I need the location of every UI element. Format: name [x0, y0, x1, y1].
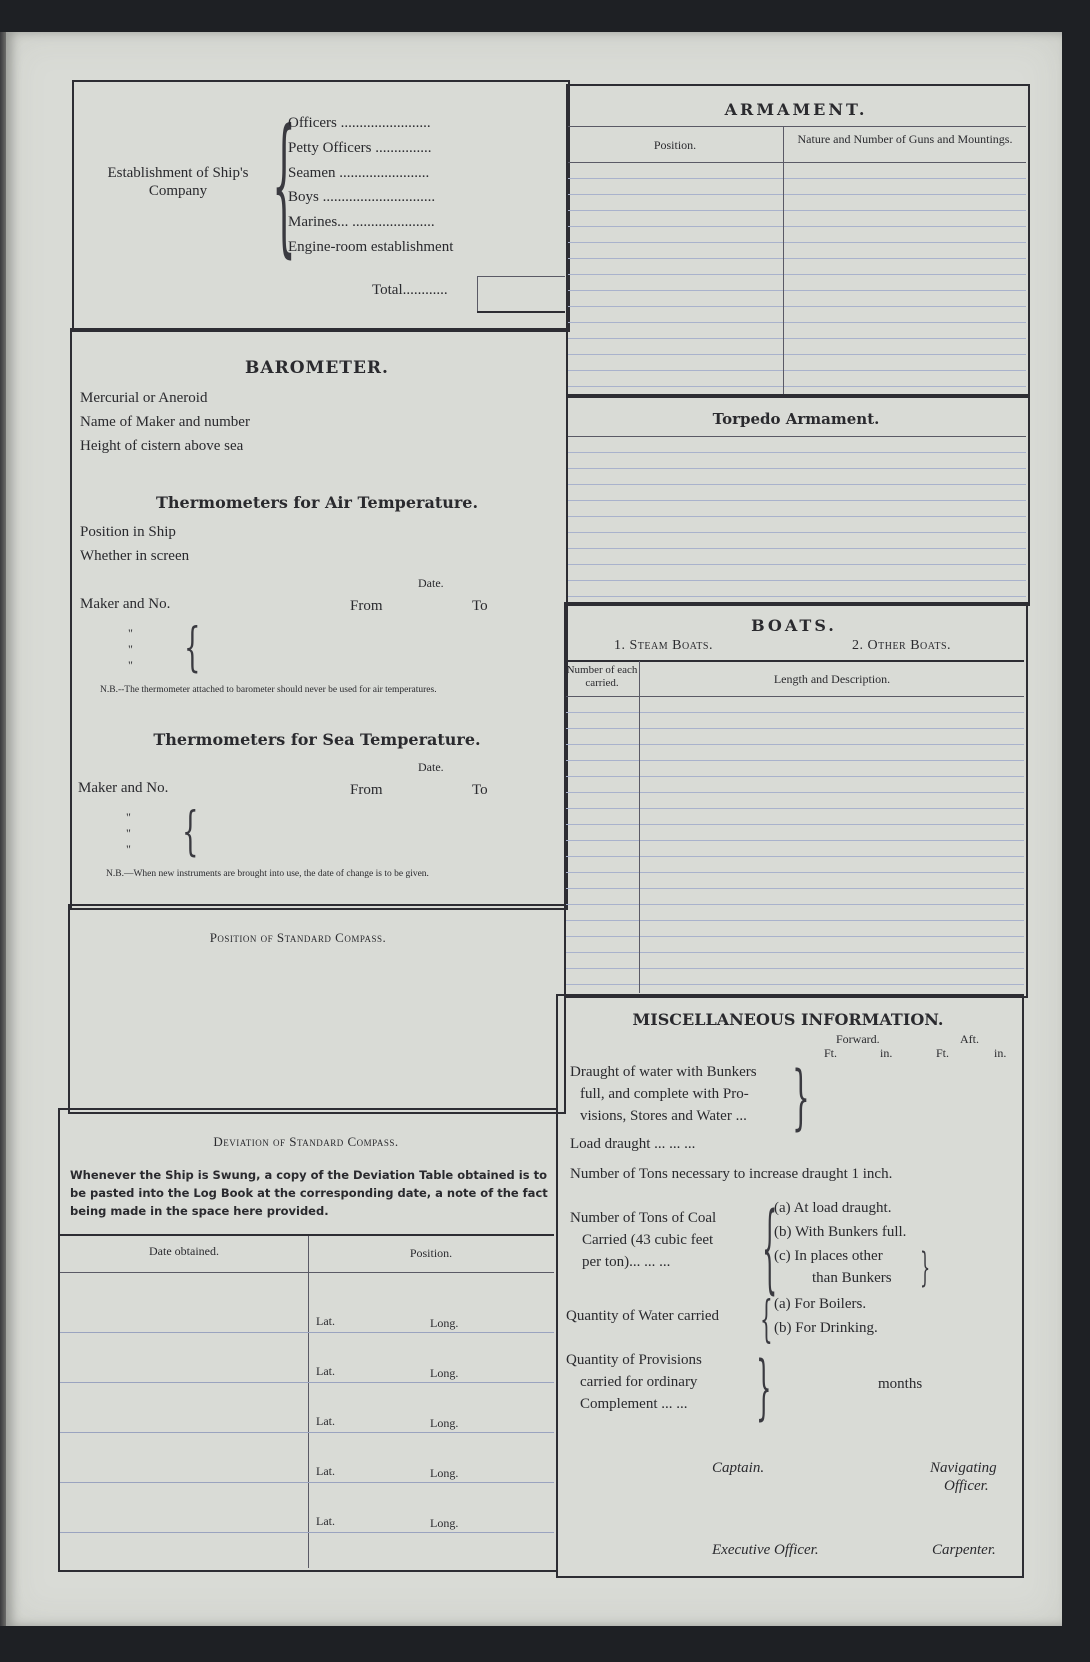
boats-column-divider [639, 661, 640, 993]
air-screen-label: Whether in screen [80, 548, 190, 564]
air-ditto-1: " [128, 626, 133, 640]
engine-room-label: Engine-room establishment [288, 239, 454, 255]
navigating-officer-label-2: Officer. [944, 1478, 989, 1494]
deviation-header-rule [60, 1272, 554, 1273]
deviation-long-label: Long. [430, 1416, 459, 1430]
coal-c-brace: } [920, 1245, 931, 1291]
deviation-title: Deviation of Standard Compass. [213, 1134, 399, 1149]
boats-header-top [566, 660, 1024, 662]
deviation-lat-label: Lat. [316, 1364, 335, 1378]
coal-line-2: Carried (43 cubic feet [582, 1232, 714, 1248]
deviation-long-label: Long. [430, 1316, 459, 1330]
air-ditto-3: " [128, 658, 133, 672]
misc-forward-in: in. [880, 1046, 893, 1060]
establishment-brace: { [272, 98, 296, 272]
captain-signature-label: Captain. [712, 1460, 765, 1476]
misc-title: MISCELLANEOUS INFORMATION. [632, 1010, 944, 1029]
deviation-row-rule [60, 1382, 554, 1383]
armament-ruled-area [568, 163, 1026, 393]
armament-header-top [568, 126, 1026, 127]
boys-label: Boys .............................. [288, 189, 436, 205]
barometer-line-mercurial: Mercurial or Aneroid [80, 390, 208, 406]
deviation-col-date: Date obtained. [149, 1244, 219, 1258]
petty-officers-label: Petty Officers ............... [288, 140, 432, 156]
air-position-label: Position in Ship [80, 524, 176, 540]
sea-maker-label: Maker and No. [78, 780, 169, 796]
coal-option-c1: (c) In places other [774, 1248, 883, 1264]
boats-ruled-area [566, 697, 1024, 993]
air-thermometers-title: Thermometers for Air Temperature. [155, 493, 479, 512]
boats-col-description: Length and Description. [773, 672, 891, 686]
deviation-lat-label: Lat. [316, 1464, 335, 1478]
tons-per-inch-label: Number of Tons necessary to increase draught 1 inch. [570, 1166, 893, 1182]
water-brace: { [760, 1290, 773, 1348]
deviation-long-label: Long. [430, 1366, 459, 1380]
total-top-rule [477, 276, 565, 277]
sea-ditto-1: " [126, 810, 131, 824]
barometer-line-height: Height of cistern above sea [80, 438, 244, 454]
air-from-label: From [350, 598, 383, 614]
provisions-line-1: Quantity of Provisions [566, 1352, 702, 1368]
air-maker-label: Maker and No. [80, 596, 171, 612]
armament-col-position: Position. [653, 138, 697, 152]
provisions-line-3: Complement ... ... [580, 1396, 688, 1412]
sea-ditto-2: " [126, 826, 131, 840]
deviation-row-rule [60, 1432, 554, 1433]
coal-option-a: (a) At load draught. [774, 1200, 892, 1216]
officers-label: Officers ........................ [288, 115, 431, 131]
sea-brace: { [182, 802, 199, 862]
air-to-label: To [472, 598, 488, 614]
total-column-rule [477, 276, 478, 312]
barometer-title: BAROMETER. [245, 358, 389, 378]
deviation-table-top [60, 1234, 554, 1236]
water-label: Quantity of Water carried [566, 1308, 720, 1324]
deviation-lat-label: Lat. [316, 1514, 335, 1528]
sea-note: N.B.—When new instruments are brought into use, the date of change is to be given. [106, 869, 429, 879]
establishment-label: Establishment of Ship's Company [107, 165, 249, 199]
marines-label: Marines... ...................... [288, 214, 435, 230]
total-underline [477, 311, 565, 313]
draught-line-3: visions, Stores and Water ... [580, 1108, 747, 1124]
misc-aft-ft: Ft. [936, 1046, 950, 1060]
navigating-officer-label-1: Navigating [930, 1460, 997, 1476]
torpedo-title: Torpedo Armament. [712, 410, 880, 428]
draught-line-2: full, and complete with Pro- [580, 1086, 749, 1102]
water-option-a: (a) For Boilers. [774, 1296, 867, 1312]
boats-other-label: 2. Other Boats. [852, 638, 952, 653]
misc-aft-label: Aft. [960, 1032, 979, 1046]
coal-brace: { [762, 1192, 778, 1304]
coal-option-b: (b) With Bunkers full. [774, 1224, 907, 1240]
deviation-column-divider [308, 1236, 309, 1568]
compass-position-title: Position of Standard Compass. [209, 930, 387, 945]
deviation-row-rule [60, 1482, 554, 1483]
armament-title: ARMAMENT. [724, 100, 868, 119]
sea-to-label: To [472, 782, 488, 798]
draught-line-1: Draught of water with Bunkers [570, 1064, 757, 1080]
months-label: months [878, 1376, 923, 1392]
air-brace: { [184, 618, 201, 678]
deviation-long-label: Long. [430, 1466, 459, 1480]
boats-col-number: Number of each carried. [566, 664, 638, 689]
deviation-lat-label: Lat. [316, 1414, 335, 1428]
air-ditto-2: " [128, 642, 133, 656]
sea-ditto-3: " [126, 842, 131, 856]
deviation-row-rule [60, 1532, 554, 1533]
sea-thermometers-title: Thermometers for Sea Temperature. [153, 730, 481, 749]
misc-forward-ft: Ft. [824, 1046, 838, 1060]
sea-from-label: From [350, 782, 383, 798]
boats-steam-label: 1. Steam Boats. [614, 638, 713, 653]
provisions-brace: } [756, 1346, 772, 1428]
deviation-col-position: Position. [409, 1246, 453, 1260]
armament-col-guns: Nature and Number of Guns and Mountings. [797, 132, 1013, 146]
deviation-lat-label: Lat. [316, 1314, 335, 1328]
deviation-row-rule [60, 1332, 554, 1333]
seamen-label: Seamen ........................ [288, 165, 430, 181]
misc-aft-in: in. [994, 1046, 1007, 1060]
draught-brace: } [792, 1056, 810, 1138]
water-option-b: (b) For Drinking. [774, 1320, 878, 1336]
torpedo-ruled-area [568, 437, 1026, 601]
coal-option-c2: than Bunkers [812, 1270, 892, 1286]
air-note: N.B.--The thermometer attached to barometer should never be used for air temperatures. [100, 685, 437, 695]
total-label: Total............ [372, 282, 448, 298]
load-draught-label: Load draught ... ... ... [570, 1136, 696, 1152]
air-date-label: Date. [418, 576, 444, 590]
sea-date-label: Date. [418, 760, 444, 774]
carpenter-label: Carpenter. [932, 1542, 996, 1558]
coal-line-1: Number of Tons of Coal [570, 1210, 717, 1226]
executive-officer-label: Executive Officer. [712, 1542, 819, 1558]
deviation-instructions: Whenever the Ship is Swung, a copy of the Deviation Table obtained is to be pasted into the Log Book at the corresponding date, a note of the fact being made in the space here provided. [70, 1168, 548, 1218]
deviation-long-label: Long. [430, 1516, 459, 1530]
provisions-line-2: carried for ordinary [580, 1374, 698, 1390]
armament-column-divider [783, 127, 784, 394]
barometer-line-maker: Name of Maker and number [80, 414, 250, 430]
coal-line-3: per ton)... ... ... [582, 1254, 671, 1270]
misc-forward-label: Forward. [836, 1032, 880, 1046]
boats-title: BOATS. [751, 616, 837, 635]
